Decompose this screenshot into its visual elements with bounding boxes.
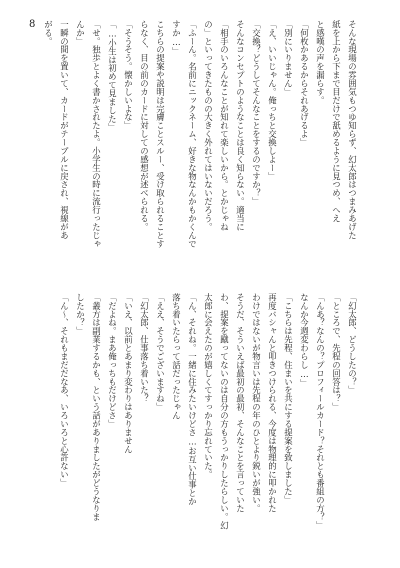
text-line: 「ふーん。名前にニックネーム、好きな物なんかもかくんで	[187, 20, 198, 248]
text-line: 「相手のいろんなことが知れて楽しいから。とかじゃね	[219, 20, 230, 231]
text-line: そんなコンセプトのようなことは良く知らない。適当に	[235, 20, 246, 231]
text-line: 「ええ、そうでございますね」	[155, 293, 166, 412]
text-line: なんか今週変わらし…」	[299, 293, 310, 388]
text-line: 一瞬の間を置いて、カードがテーブルに戻され、視線があ	[59, 20, 70, 240]
text-line: 「んあ？なんの？プロフィールカード？それとも番組の方？」	[315, 293, 326, 530]
text-line: 「幻太郎、どうしたの？」	[347, 293, 358, 395]
text-line: したか？」	[75, 293, 86, 336]
text-line: 「せ。独歩とよく書かされたよ。小学生の時に流行ったじゃ	[91, 20, 102, 248]
text-line: 紙を上から下まで目だけで舐めるように見つめ、へえ	[331, 20, 342, 223]
text-line: 「ん、それね。一緒に住みたいけどさ…お互い仕事とか	[187, 293, 198, 506]
text-line: 「そうそう。懐かしいよな」	[123, 20, 134, 130]
text-line: そうだ、そういえば最初の最初、そんなことを言っていた	[235, 293, 246, 513]
text-line: らなく、目の前のカードに対しての感想が述べられる。	[139, 20, 150, 231]
text-line: こちらの提案や説明は完膚ことスルー、受け取られることす	[155, 20, 166, 248]
text-line: すか…」	[171, 20, 182, 56]
text-line: 落ち着いたらって話だったじゃん	[171, 293, 182, 420]
text-line: 「だよね。まあ俺っちもだけどさ」	[107, 293, 118, 429]
text-line: 「交換？どうしてそんなことをするのですか？」	[251, 20, 262, 206]
text-line: わけではないが物言いは先程の年のひとより鋭いが強い。	[251, 293, 262, 513]
text-line: 「幻太郎、仕事落ち着いた？	[139, 293, 150, 403]
text-line: 太郎に会えたのが嬉しくてすっかり忘れていた。	[203, 293, 214, 479]
text-line: の」といってきたものの大きく外れてはいないだろう。	[203, 20, 214, 231]
text-line: 「叢方は副業するかも、という話がありましたがどうなりま	[91, 293, 102, 521]
text-line: 「いえ、以前とあまり変わりはありません	[123, 293, 134, 454]
text-line: 「何枚かあるからそれあげるよ」	[299, 20, 310, 147]
text-line: と感嘆の声を漏らす。	[315, 20, 326, 105]
text-line: 「え、いいじゃん。俺っちと交換しよー」	[267, 20, 278, 181]
text-line: 「こちらは先程、住まいを共にする提案を致しました」	[283, 293, 294, 504]
text-line: んか」	[75, 20, 86, 46]
text-line: 「別にいりません」	[283, 20, 294, 96]
text-line: そんな現場の雰囲気もつゆ知らず、幻太郎はつまみあげた	[347, 20, 358, 240]
text-line: わ、提案を蹴ってないのは自分の方もうっかりしたらしい。幻	[219, 293, 230, 530]
text-line: 「ところで、先程の回答は？」	[331, 293, 342, 412]
text-line: がる。	[43, 20, 54, 46]
text-line: 「…小生は初めて見ました」	[107, 20, 118, 132]
text-line: 再度バシャんと叩きつけられる、今度は物理的に叩かれた	[267, 293, 278, 513]
page-number: 8	[29, 19, 36, 30]
text-line: 「ん～、それもまだだなあ、いろいろと心許ない」	[59, 293, 70, 488]
